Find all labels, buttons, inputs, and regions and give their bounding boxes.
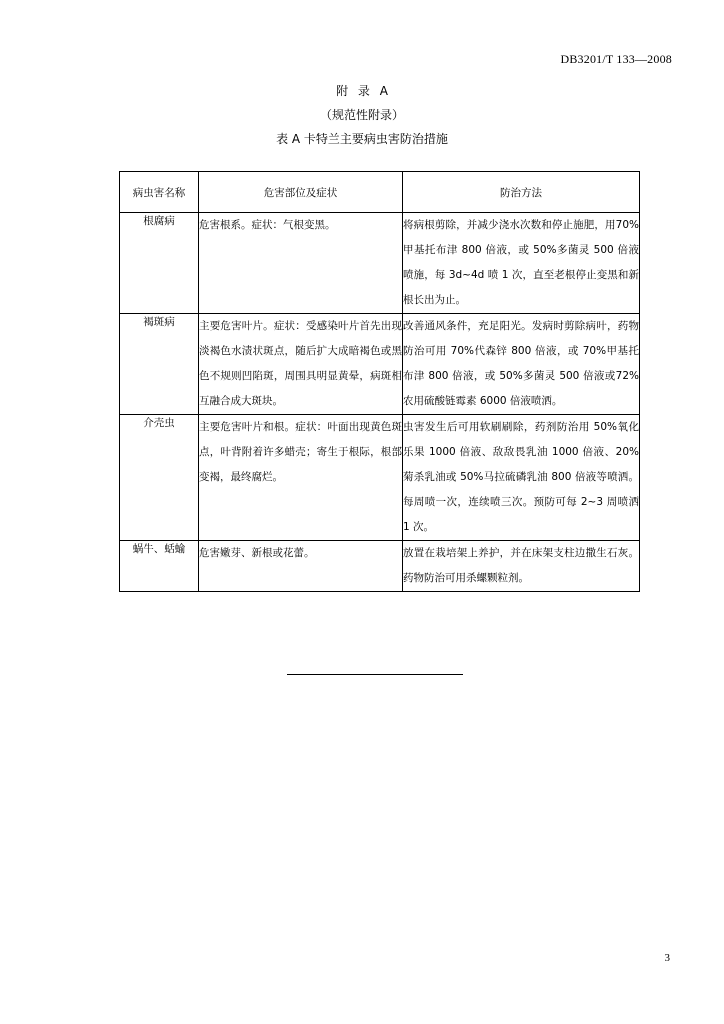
symptom-cell: 主要危害叶片和根。症状：叶面出现黄色斑点，叶背附着许多蜡壳；寄生于根际，根部变褐，最终腐烂。 — [199, 415, 403, 541]
header-pest-name: 病虫害名称 — [120, 172, 199, 213]
table-title: 表 A 卡特兰主要病虫害防治措施 — [276, 132, 448, 146]
page-number: 3 — [664, 952, 670, 964]
method-cell: 虫害发生后可用软刷刷除，药剂防治用 50%氧化乐果 1000 倍液、敌敌畏乳油 1000 倍液、20%菊杀乳油或 50%马拉硫磷乳油 800 倍液等喷洒。每周喷一次，连续喷三次。预防可每 2~3 周喷洒 1 次。 — [403, 415, 640, 541]
symptom-cell: 主要危害叶片。症状：受感染叶片首先出现淡褐色水渍状斑点，随后扩大成暗褐色或黑色不规则凹陷斑，周围具明显黄晕，病斑相互融合成大斑块。 — [199, 314, 403, 415]
table-row — [120, 541, 640, 592]
pest-name-cell: 介壳虫 — [120, 415, 199, 541]
method-cell: 放置在栽培架上养护，并在床架支柱边撒生石灰。药物防治可用杀螺颗粒剂。 — [403, 541, 640, 592]
pest-control-table — [119, 171, 640, 592]
table-row — [120, 415, 640, 541]
header-symptom: 危害部位及症状 — [199, 172, 403, 213]
table-row — [120, 314, 640, 415]
pest-name-cell: 蜗牛、蛞蝓 — [120, 541, 199, 592]
document-code: DB3201/T 133—2008 — [560, 52, 672, 66]
table-header-row — [120, 172, 640, 213]
appendix-title: 附 录 A — [336, 84, 388, 98]
table-row — [120, 213, 640, 314]
end-divider — [287, 674, 463, 675]
pest-name-cell: 褐斑病 — [120, 314, 199, 415]
method-cell: 改善通风条件，充足阳光。发病时剪除病叶，药物防治可用 70%代森锌 800 倍液，或 70%甲基托布津 800 倍液，或 50%多菌灵 500 倍液或72%农用硫酸链霉素 6000 倍液喷洒。 — [403, 314, 640, 415]
pest-name-cell: 根腐病 — [120, 213, 199, 314]
method-cell: 将病根剪除，并减少浇水次数和停止施肥，用70%甲基托布津 800 倍液，或 50%多菌灵 500 倍液喷施，每 3d~4d 喷 1 次，直至老根停止变黑和新根长出为止。 — [403, 213, 640, 314]
symptom-cell: 危害嫩芽、新根或花蕾。 — [199, 541, 403, 592]
symptom-cell: 危害根系。症状：气根变黑。 — [199, 213, 403, 314]
header-method: 防治方法 — [403, 172, 640, 213]
appendix-subtitle: （规范性附录） — [319, 108, 404, 122]
